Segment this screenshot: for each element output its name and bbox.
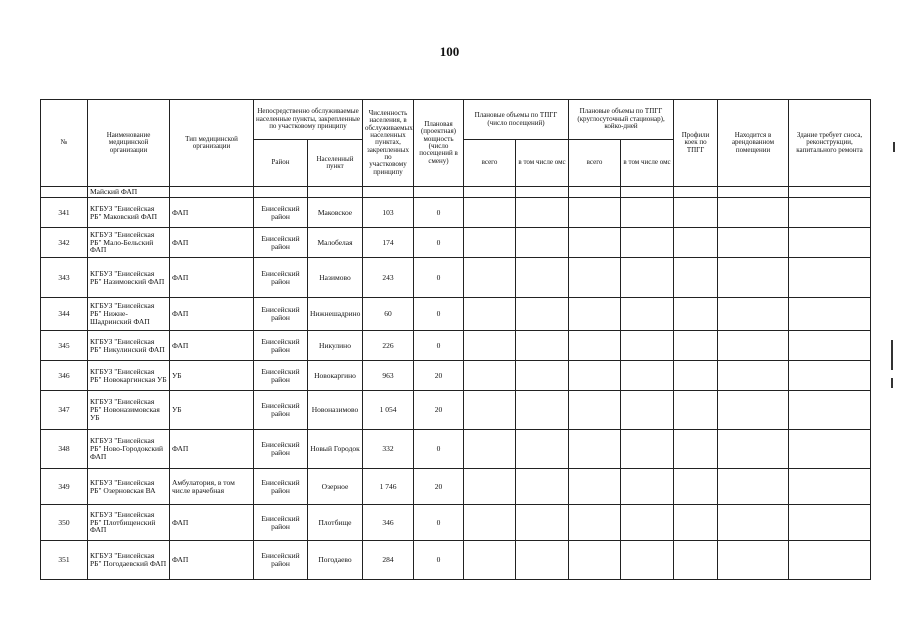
cell-district: Енисейский район: [254, 469, 308, 505]
cell-population: 226: [363, 331, 414, 361]
cell-population: 346: [363, 505, 414, 541]
cell-population: 243: [363, 258, 414, 298]
cell-rented: [718, 331, 789, 361]
cell-visits-total: [464, 331, 516, 361]
cell-settlement: Новый Городок: [308, 430, 363, 469]
cell-rented: [718, 258, 789, 298]
cell-beds-oms: [621, 505, 674, 541]
header-plan-visits: Плановые объемы по ТПГГ (число посещений): [464, 100, 569, 140]
header-plan-beds: Плановые объемы по ТПГГ (круглосуточный стационар), койко-дней: [569, 100, 674, 140]
cell-org-name: КГБУЗ "Енисейская РБ" Нижне-Шадринский ФАП: [88, 298, 170, 331]
cell-visits-oms: [516, 469, 569, 505]
header-rented: Находится в арендованном помещении: [718, 100, 789, 187]
cell-visits-total: [464, 505, 516, 541]
cell-no: 347: [41, 391, 88, 430]
cell-visits-total: [464, 298, 516, 331]
header-visits-total: всего: [464, 140, 516, 187]
cell-beds-oms: [621, 298, 674, 331]
cell-org-name: КГБУЗ "Енисейская РБ" Ново-Городокский ФАП: [88, 430, 170, 469]
cell-rented: [718, 391, 789, 430]
cell-rented: [718, 430, 789, 469]
cell-org-name: КГБУЗ "Енисейская РБ" Новоназимовская УБ: [88, 391, 170, 430]
cell-bed-profiles: [674, 391, 718, 430]
cell-no: 351: [41, 541, 88, 580]
header-population: Численность населения, в обслуживаемых населенных пунктах, закрепленных по участковому принципу: [363, 100, 414, 187]
cell-district: Енисейский район: [254, 258, 308, 298]
cell-population: 284: [363, 541, 414, 580]
cell-population: 60: [363, 298, 414, 331]
cell-population: 963: [363, 361, 414, 391]
cell-district: Енисейский район: [254, 298, 308, 331]
cell-repair: [789, 469, 871, 505]
cell-beds-total: [569, 541, 621, 580]
cell-no: 350: [41, 505, 88, 541]
cell-capacity: 20: [414, 361, 464, 391]
cell-settlement: Новокаргино: [308, 361, 363, 391]
table-row: [41, 198, 871, 228]
table-row: [41, 541, 871, 580]
cell-visits-oms: [516, 298, 569, 331]
cell-beds-oms: [621, 258, 674, 298]
cell-district: Енисейский район: [254, 228, 308, 258]
cell-bed-profiles: [674, 505, 718, 541]
cell-visits-oms: [516, 541, 569, 580]
cell-rented: [718, 469, 789, 505]
cell-capacity: 0: [414, 298, 464, 331]
cell-beds-oms: [621, 331, 674, 361]
cell-visits-oms: [516, 361, 569, 391]
cell-no: 343: [41, 258, 88, 298]
cell-no: 341: [41, 198, 88, 228]
cell-org-name: КГБУЗ "Енисейская РБ" Маковский ФАП: [88, 198, 170, 228]
cell-settlement: Плотбище: [308, 505, 363, 541]
cell-district: Енисейский район: [254, 331, 308, 361]
cell-visits-total: [464, 469, 516, 505]
cell-repair: [789, 391, 871, 430]
cell-population: 1 054: [363, 391, 414, 430]
header-beds-total: всего: [569, 140, 621, 187]
cell-bed-profiles: [674, 361, 718, 391]
cell-bed-profiles: [674, 541, 718, 580]
cell-visits-oms: [516, 505, 569, 541]
facility-table: [40, 99, 871, 580]
table-row: [41, 298, 871, 331]
carryover-text: Майский ФАП: [88, 187, 170, 198]
cell-capacity: 0: [414, 228, 464, 258]
cell-district: Енисейский район: [254, 198, 308, 228]
cell-org-type: УБ: [170, 361, 254, 391]
cell-visits-total: [464, 541, 516, 580]
cell-capacity: 0: [414, 258, 464, 298]
cell-beds-oms: [621, 198, 674, 228]
cell-org-type: УБ: [170, 391, 254, 430]
cell-district: Енисейский район: [254, 505, 308, 541]
scan-mark: [891, 378, 893, 388]
cell-beds-total: [569, 228, 621, 258]
cell-settlement: Назимово: [308, 258, 363, 298]
table-row: [41, 391, 871, 430]
cell-rented: [718, 361, 789, 391]
cell-district: Енисейский район: [254, 430, 308, 469]
cell-repair: [789, 361, 871, 391]
cell-rented: [718, 298, 789, 331]
cell-population: 1 746: [363, 469, 414, 505]
cell-org-type: ФАП: [170, 505, 254, 541]
cell-bed-profiles: [674, 228, 718, 258]
cell-beds-oms: [621, 541, 674, 580]
cell-visits-oms: [516, 331, 569, 361]
cell-repair: [789, 430, 871, 469]
header-beds-oms: в том числе омс: [621, 140, 674, 187]
cell-settlement: Никулино: [308, 331, 363, 361]
cell-visits-total: [464, 391, 516, 430]
cell-org-type: ФАП: [170, 541, 254, 580]
cell-org-type: ФАП: [170, 228, 254, 258]
cell-org-type: ФАП: [170, 198, 254, 228]
cell-org-name: КГБУЗ "Енисейская РБ" Озерновская ВА: [88, 469, 170, 505]
cell-visits-oms: [516, 258, 569, 298]
cell-org-type: ФАП: [170, 331, 254, 361]
cell-repair: [789, 331, 871, 361]
cell-visits-oms: [516, 228, 569, 258]
cell-beds-oms: [621, 391, 674, 430]
table-row: [41, 469, 871, 505]
cell-settlement: Маковское: [308, 198, 363, 228]
cell-no: 344: [41, 298, 88, 331]
scan-mark: [893, 142, 895, 152]
cell-visits-total: [464, 430, 516, 469]
cell-district: Енисейский район: [254, 391, 308, 430]
cell-org-type: ФАП: [170, 258, 254, 298]
table-row: [41, 430, 871, 469]
cell-beds-oms: [621, 228, 674, 258]
cell-org-name: КГБУЗ "Енисейская РБ" Новокаргинская УБ: [88, 361, 170, 391]
cell-beds-total: [569, 430, 621, 469]
cell-org-name: КГБУЗ "Енисейская РБ" Никулинский ФАП: [88, 331, 170, 361]
cell-capacity: 0: [414, 331, 464, 361]
table-row: [41, 505, 871, 541]
cell-repair: [789, 198, 871, 228]
cell-beds-total: [569, 505, 621, 541]
cell-rented: [718, 541, 789, 580]
cell-capacity: 0: [414, 198, 464, 228]
cell-settlement: Нижнешадрино: [308, 298, 363, 331]
cell-visits-total: [464, 258, 516, 298]
cell-no: 348: [41, 430, 88, 469]
cell-no: 342: [41, 228, 88, 258]
cell-district: Енисейский район: [254, 541, 308, 580]
header-served-settlements: Непосредственно обслуживаемые населенные пункты, закрепленные по участковому принципу: [254, 100, 363, 140]
header-repair: Здание требует сноса, реконструкции, капитального ремонта: [789, 100, 871, 187]
cell-beds-oms: [621, 430, 674, 469]
cell-beds-total: [569, 298, 621, 331]
cell-bed-profiles: [674, 298, 718, 331]
header-capacity: Плановая (проектная) мощность (число посещений в смену): [414, 100, 464, 187]
cell-settlement: Озерное: [308, 469, 363, 505]
cell-capacity: 20: [414, 469, 464, 505]
cell-no: 346: [41, 361, 88, 391]
cell-beds-oms: [621, 361, 674, 391]
cell-visits-oms: [516, 198, 569, 228]
cell-bed-profiles: [674, 430, 718, 469]
cell-visits-total: [464, 198, 516, 228]
cell-repair: [789, 258, 871, 298]
cell-capacity: 0: [414, 430, 464, 469]
cell-repair: [789, 505, 871, 541]
cell-org-name: КГБУЗ "Енисейская РБ" Плотбищенский ФАП: [88, 505, 170, 541]
cell-org-name: КГБУЗ "Енисейская РБ" Мало-Бельский ФАП: [88, 228, 170, 258]
cell-population: 332: [363, 430, 414, 469]
cell-visits-total: [464, 361, 516, 391]
cell-org-type: ФАП: [170, 298, 254, 331]
cell-beds-total: [569, 331, 621, 361]
cell-bed-profiles: [674, 469, 718, 505]
cell-visits-total: [464, 228, 516, 258]
cell-capacity: 0: [414, 505, 464, 541]
table-row: [41, 228, 871, 258]
cell-rented: [718, 228, 789, 258]
header-bed-profiles: Профили коек по ТПГГ: [674, 100, 718, 187]
cell-capacity: 0: [414, 541, 464, 580]
cell-district: Енисейский район: [254, 361, 308, 391]
cell-settlement: Малобелая: [308, 228, 363, 258]
header-settlement: Населенный пункт: [308, 140, 363, 187]
cell-bed-profiles: [674, 331, 718, 361]
cell-org-type: ФАП: [170, 430, 254, 469]
cell-beds-total: [569, 469, 621, 505]
cell-org-name: КГБУЗ "Енисейская РБ" Назимовский ФАП: [88, 258, 170, 298]
cell-bed-profiles: [674, 198, 718, 228]
header-org-name: Наименование медицинской организации: [88, 100, 170, 187]
cell-repair: [789, 298, 871, 331]
header-visits-oms: в том числе омс: [516, 140, 569, 187]
cell-bed-profiles: [674, 258, 718, 298]
cell-settlement: Погодаево: [308, 541, 363, 580]
cell-beds-oms: [621, 469, 674, 505]
header-no: №: [41, 100, 88, 187]
cell-rented: [718, 505, 789, 541]
cell-settlement: Новоназимово: [308, 391, 363, 430]
cell-no: 349: [41, 469, 88, 505]
cell-org-type: Амбулатория, в том числе врачебная: [170, 469, 254, 505]
cell-beds-total: [569, 258, 621, 298]
carryover-row: [41, 187, 871, 198]
cell-visits-oms: [516, 430, 569, 469]
cell-repair: [789, 228, 871, 258]
table-row: [41, 331, 871, 361]
cell-visits-oms: [516, 391, 569, 430]
cell-capacity: 20: [414, 391, 464, 430]
cell-rented: [718, 198, 789, 228]
cell-beds-total: [569, 198, 621, 228]
cell-beds-total: [569, 391, 621, 430]
table-row: [41, 258, 871, 298]
page-number: 100: [439, 44, 460, 59]
cell-org-name: КГБУЗ "Енисейская РБ" Погодаевский ФАП: [88, 541, 170, 580]
cell-beds-total: [569, 361, 621, 391]
table-row: [41, 361, 871, 391]
cell-population: 174: [363, 228, 414, 258]
cell-repair: [789, 541, 871, 580]
header-org-type: Тип медицинской организации: [170, 100, 254, 187]
scan-mark: [891, 340, 893, 370]
cell-no: 345: [41, 331, 88, 361]
cell-population: 103: [363, 198, 414, 228]
header-district: Район: [254, 140, 308, 187]
